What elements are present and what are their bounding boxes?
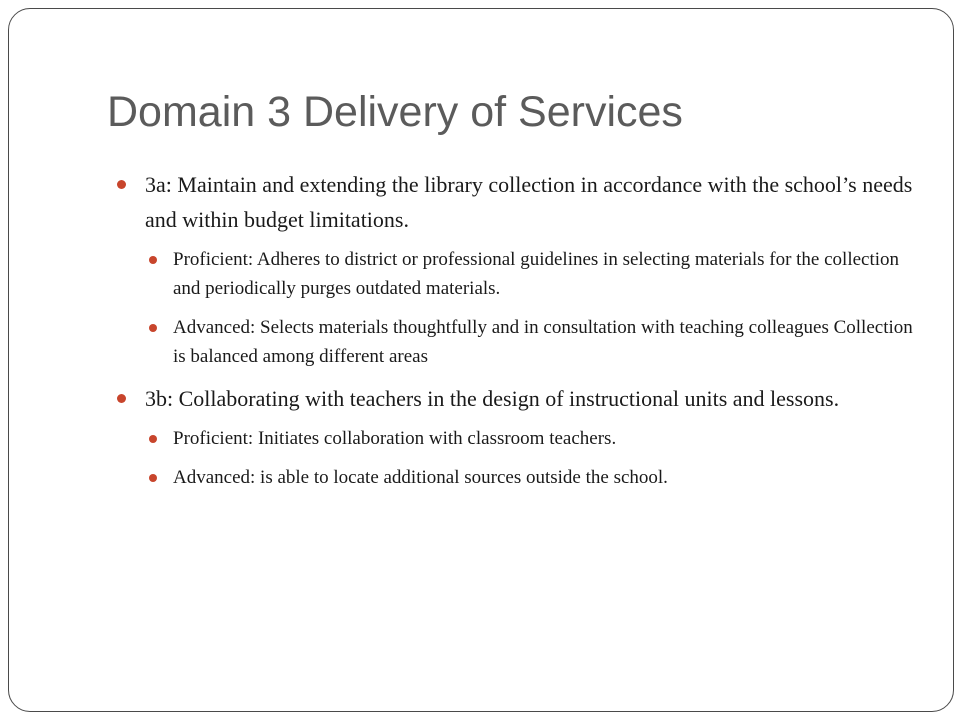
sub-bullet-text: Advanced: is able to locate additional sources outside the school. xyxy=(173,467,668,488)
sub-bullet-item xyxy=(113,313,913,371)
sub-bullet-text: Advanced: Selects materials thoughtfully and in consultation with teaching colleagues Collection is balanced among different areas xyxy=(173,317,913,367)
sub-bullet-text: Proficient: Adheres to district or professional guidelines in selecting materials for the collection and periodically purges outdated materials. xyxy=(173,249,900,299)
bullet-dot-icon xyxy=(117,180,126,189)
bullet-dot-icon xyxy=(149,474,157,482)
slide-title: Domain 3 Delivery of Services xyxy=(107,88,683,136)
sub-bullet-item xyxy=(113,463,913,492)
bullet-text: 3b: Collaborating with teachers in the design of instructional units and lessons. xyxy=(145,386,840,411)
sub-bullet-item xyxy=(113,245,913,303)
bullet-item-3b xyxy=(113,381,913,416)
bullet-dot-icon xyxy=(149,324,157,332)
slide-frame xyxy=(8,8,954,712)
bullet-dot-icon xyxy=(149,435,157,443)
bullet-dot-icon xyxy=(117,394,126,403)
bullet-item-3a xyxy=(113,167,913,237)
sub-bullet-item xyxy=(113,424,913,453)
bullet-list xyxy=(113,167,913,502)
sub-bullet-text: Proficient: Initiates collaboration with classroom teachers. xyxy=(173,428,617,449)
bullet-text: 3a: Maintain and extending the library collection in accordance with the school’s needs and within budget limitations. xyxy=(145,172,913,232)
bullet-dot-icon xyxy=(149,256,157,264)
